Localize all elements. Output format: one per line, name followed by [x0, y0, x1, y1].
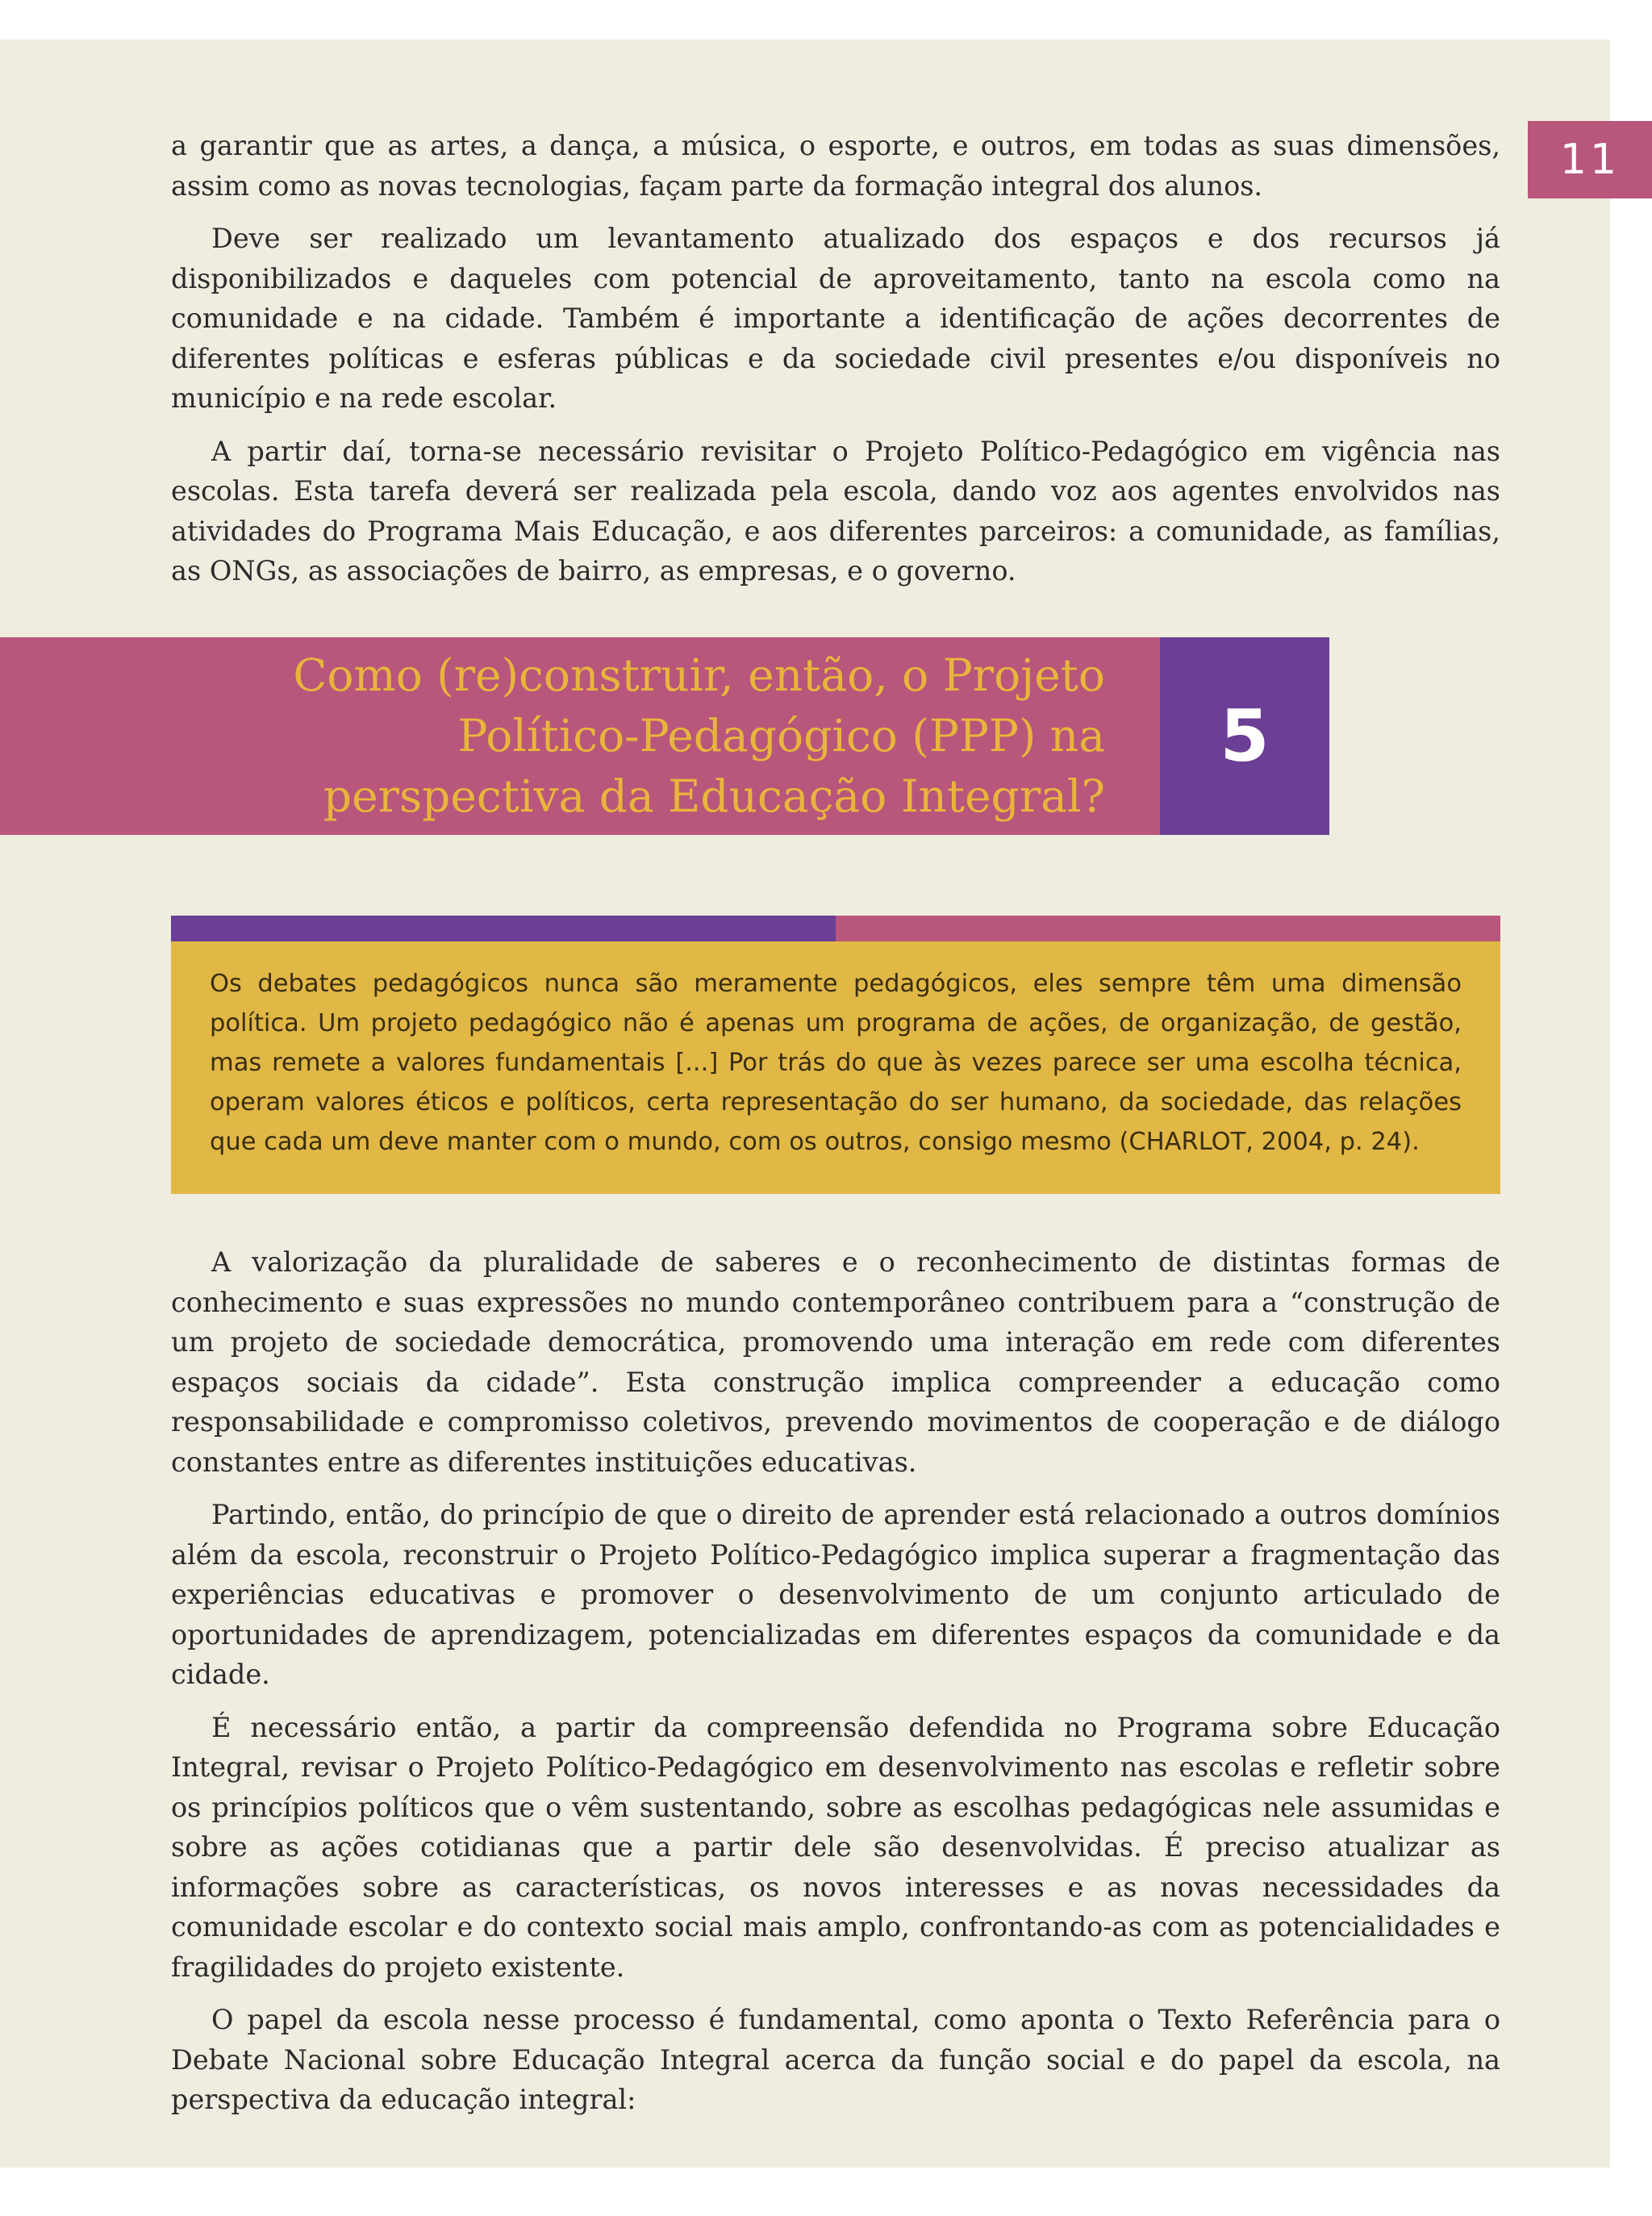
section-title-line: perspectiva da Educação Integral?: [323, 770, 1105, 822]
section-title-line: Político-Pedagógico (PPP) na: [457, 710, 1105, 762]
section-title-line: Como (re)construir, então, o Projeto: [293, 649, 1105, 701]
quote-bar-purple: [171, 916, 836, 941]
quote-text: Os debates pedagógicos nunca são meramente pedagógicos, eles sempre têm uma dimensão política. Um projeto pedagógico não é apenas um programa de ações, de organização, de gestão, mas remete a valores fundamentais [...] Por trás do que às vezes parece ser uma escolha técnica, operam valores éticos e políticos, certa representação do ser humano, da sociedade, das relações que cada um deve manter com o mundo, com os outros, consigo mesmo (CHARLOT, 2004, p. 24).: [210, 970, 1462, 1156]
paragraph: O papel da escola nesse processo é fundamental, como aponta o Texto Referência para o Debate Nacional sobre Educação Integral acerca da função social e do papel da escola, na perspectiva da educação integral:: [171, 2004, 1500, 2115]
intro-text: [171, 126, 1500, 604]
quote-bar-magenta: [836, 916, 1500, 941]
main-text: [171, 1242, 1500, 2133]
paragraph: É necessário então, a partir da compreensão defendida no Programa sobre Educação Integral, revisar o Projeto Político-Pedagógico em desenvolvimento nas escolas e refletir sobre os princípios políticos que o vêm sustentando, sobre as escolhas pedagógicas nele assumidas e sobre as ações cotidianas que a partir dele são desenvolvidas. É preciso atualizar as informações sobre as características, os novos interesses e as novas necessidades da comunidade escolar e do contexto social mais amplo, confrontando-as com as potencialidades e fragilidades do projeto existente.: [171, 1711, 1500, 1983]
page-number: 11: [1528, 121, 1652, 198]
section-title: [145, 645, 1105, 827]
paragraph: a garantir que as artes, a dança, a música, o esporte, e outros, em todas as suas dimensões, assim como as novas tecnologias, façam parte da formação integral dos alunos.: [171, 130, 1500, 202]
section-number: 5: [1220, 695, 1270, 778]
paragraph: Deve ser realizado um levantamento atualizado dos espaços e dos recursos já disponibilizados e daqueles com potencial de aproveitamento, tanto na escola como na comunidade e na cidade. Também é importante a identificação de ações decorrentes de diferentes políticas e esferas públicas e da sociedade civil presentes e/ou disponíveis no município e na rede escolar.: [171, 223, 1500, 414]
quote-box: [171, 941, 1500, 1194]
paragraph: Partindo, então, do princípio de que o direito de aprender está relacionado a outros domínios além da escola, reconstruir o Projeto Político-Pedagógico implica superar a fragmentação das experiências educativas e promover o desenvolvimento de um conjunto articulado de oportunidades de aprendizagem, potencializadas em diferentes espaços da comunidade e da cidade.: [171, 1499, 1500, 1690]
paragraph: A valorização da pluralidade de saberes e o reconhecimento de distintas formas de conhecimento e suas expressões no mundo contemporâneo contribuem para a “construção de um projeto de sociedade democrática, promovendo uma interação em rede com diferentes espaços sociais da cidade”. Esta construção implica compreender a educação como responsabilidade e compromisso coletivos, prevendo movimentos de cooperação e de diálogo constantes entre as diferentes instituições educativas.: [171, 1246, 1500, 1478]
paragraph: A partir daí, torna-se necessário revisitar o Projeto Político-Pedagógico em vigência nas escolas. Esta tarefa deverá ser realizada pela escola, dando voz aos agentes envolvidos nas atividades do Programa Mais Educação, e aos diferentes parceiros: a comunidade, as famílias, as ONGs, as associações de bairro, as empresas, e o governo.: [171, 435, 1500, 586]
section-number-box: [1160, 637, 1329, 835]
